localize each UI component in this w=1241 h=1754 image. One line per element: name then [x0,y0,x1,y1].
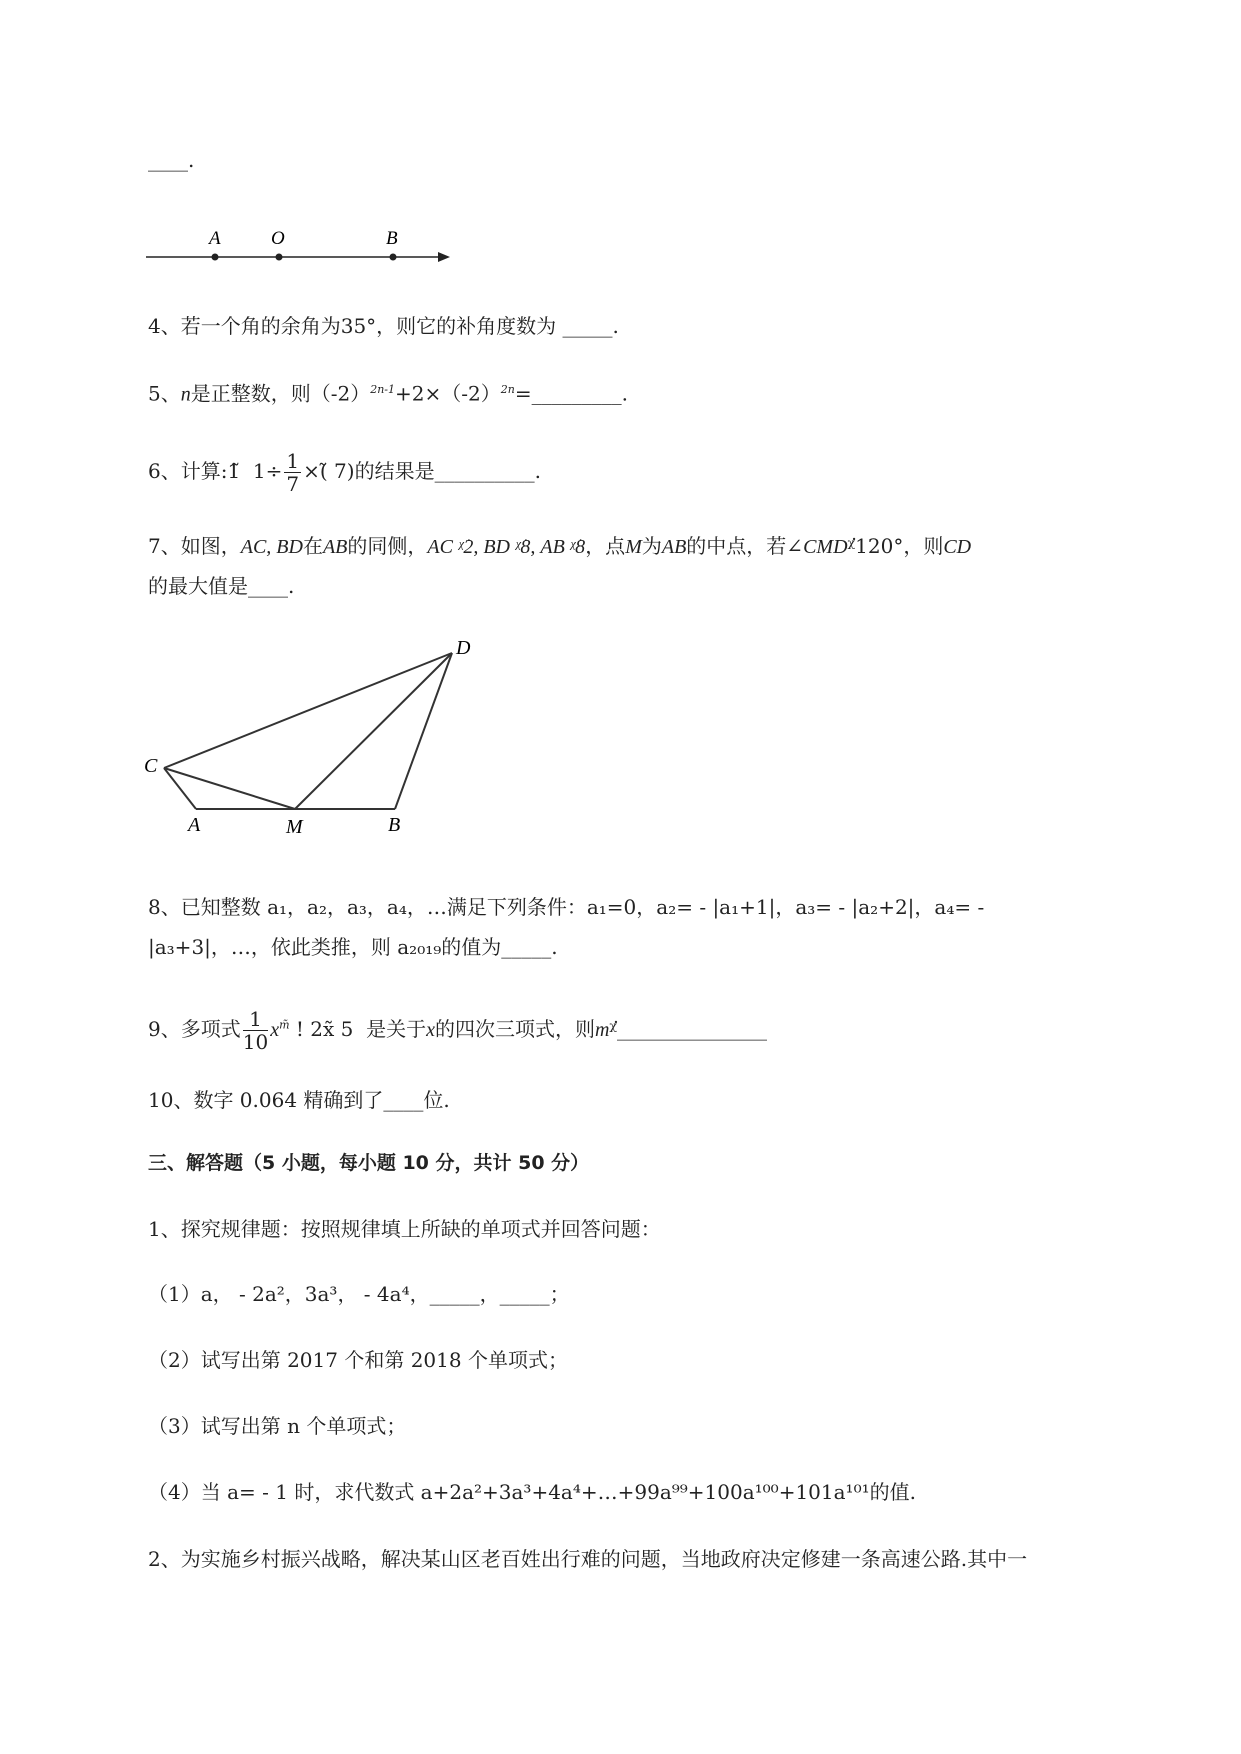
question-7-line-2: 的最大值是____. [148,574,295,598]
problem-1-part-2: （2）试写出第 2017 个和第 2018 个单项式； [148,1348,568,1372]
question-7-line-1: 7、如图，AC, BD在AB的同侧，AC ᵡ͘2, BD ᵡ͘8, AB ᵡ͘8，点M为AB的中点，若∠CMDᵡ͘120°，则CD [148,534,972,558]
problem-1-part-3: （3）试写出第 n 个单项式； [148,1414,407,1438]
problem-1-part-1: （1）a， - 2a²，3a³， - 4a⁴，_____，_____； [148,1282,570,1306]
label-o: O [271,228,285,249]
geometry-figure [140,638,490,838]
section-3-title: 三、解答题（5 小题，每小题 10 分，共计 50 分） [148,1152,590,1174]
label-b: B [388,814,401,836]
label-c: C [144,755,158,777]
number-line-figure [140,222,460,272]
label-a: A [209,228,221,249]
question-4: 4、若一个角的余角为35°，则它的补角度数为 _____. [148,314,619,338]
question-8-line-1: 8、已知整数 a₁，a₂，a₃，a₄，…满足下列条件：a₁=0，a₂= - |a₁+1|，a₃= - |a₂+2|，a₄= - [148,895,985,919]
label-d: D [456,638,471,659]
problem-2: 2、为实施乡村振兴战略，解决某山区老百姓出行难的问题，当地政府决定修建一条高速公路.其中一 [148,1547,1028,1571]
question-5: 5、n是正整数，则$(-2)^{2n-1}+2\times(-2)^{2n}=\_\_\_\_\_\_\_\_\_$. [148,381,628,406]
problem-1-part-4: （4）当 a= - 1 时，求代数式 a+2a²+3a³+4a⁴+…+99a⁹⁹+100a¹⁰⁰+101a¹⁰¹的值. [148,1480,916,1504]
label-b: B [386,228,398,249]
question-9: 9、多项式 $\frac{1}{10}$ $x^{m̃}$ ! 2x̃ 5 是关于x的四次三项式，则mᵡ͘_______________ [148,1007,768,1054]
point-o [276,254,283,261]
label-a: A [188,814,201,836]
point-b [390,254,397,261]
question-10: 10、数字 0.064 精确到了____位. [148,1088,450,1112]
previous-question-blank: ____. [148,148,195,172]
fraction-one-seventh: $\frac{1}{7}$ [286,449,300,496]
fraction-one-tenth: $\frac{1}{10}$ [242,1007,269,1054]
problem-1-intro: 1、探究规律题：按照规律填上所缺的单项式并回答问题： [148,1217,661,1241]
question-6: 6、计算:1̃ 1÷ $\frac{1}{7}$ ×(̃ 7)的结果是__________. [148,449,541,496]
point-a [212,254,219,261]
label-m: M [286,816,303,838]
question-8-line-2: |a₃+3|，…，依此类推，则 a₂₀₁₉的值为_____. [148,935,558,959]
